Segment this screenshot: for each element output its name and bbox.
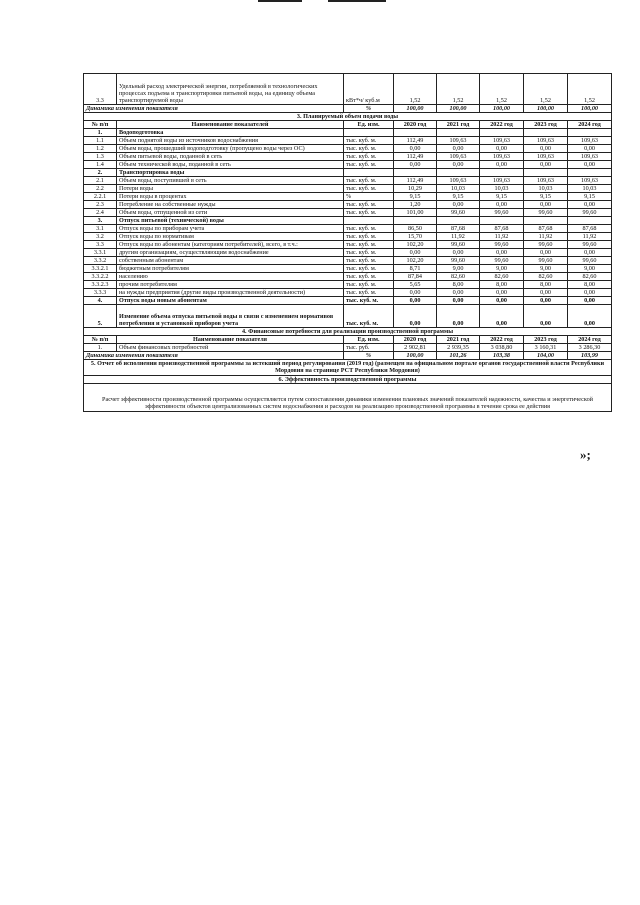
row-value: 0,00 (480, 289, 524, 297)
table-row (84, 249, 612, 257)
scan-header-mark (258, 0, 388, 3)
row-unit: тыс. куб. м. (344, 289, 394, 297)
row-value (524, 169, 568, 177)
dynamics-unit: % (344, 105, 394, 113)
row-value (394, 129, 437, 137)
table-row (84, 145, 612, 153)
row-value: 0,00 (437, 201, 480, 209)
table-row (84, 344, 612, 352)
row-value: 101,00 (394, 209, 437, 217)
row-unit: тыс. куб. м. (344, 201, 394, 209)
row-name: Изменение объема отпуска питьевой воды в связи с изменением нормативов потребления и установкой приборов учета (117, 305, 344, 328)
row-value: 0,00 (394, 161, 437, 169)
table-row (84, 177, 612, 185)
row-name: Потребление на собственные нужды (117, 201, 344, 209)
row-value: 0,00 (568, 289, 612, 297)
row-name: Объем воды, отпущенной из сети (117, 209, 344, 217)
row-number: 3. (84, 217, 117, 225)
table-row (84, 169, 612, 177)
document-body (83, 73, 611, 412)
table-row (84, 265, 612, 273)
row-number: 3.2 (84, 233, 117, 241)
row-name: бюджетным потребителям (117, 265, 344, 273)
row-unit: тыс. куб. м. (344, 185, 394, 193)
row-value: 0,00 (568, 201, 612, 209)
row-value: 1,52 (524, 74, 568, 105)
row-value: 87,68 (524, 225, 568, 233)
row-name: Объем финансовых потребностей (117, 344, 344, 352)
column-header: 2022 год (480, 121, 524, 129)
row-value: 9,00 (437, 265, 480, 273)
row-value: 99,60 (568, 209, 612, 217)
header-mark-bar (328, 0, 386, 2)
row-unit (344, 169, 394, 177)
row-value (568, 217, 612, 225)
table-row (84, 193, 612, 201)
row-value: 8,00 (524, 281, 568, 289)
row-value: 0,00 (480, 297, 524, 305)
column-header: Ед. изм. (344, 336, 394, 344)
row-value: 99,60 (568, 257, 612, 265)
table-row (84, 137, 612, 145)
dynamics-label: Динамика изменения показателя (84, 105, 344, 113)
row-value: 9,15 (524, 193, 568, 201)
row-value: 10,03 (480, 185, 524, 193)
efficiency-note-text: Расчет эффективности производственной программы осуществляется путем сопоставления динамики изменения плановых значений показателей надежности, качества и энергетической эффективности объектов централизованных систем водоснабжения и расходов на реализацию производственной программы в течение срока ее действия (84, 384, 612, 412)
row-value: 99,60 (437, 241, 480, 249)
column-header: № п/п (84, 121, 117, 129)
row-value: 11,92 (480, 233, 524, 241)
row-unit: тыс. куб. м. (344, 233, 394, 241)
row-value (568, 169, 612, 177)
row-unit: тыс. куб. м. (344, 161, 394, 169)
report-note-text: 5. Отчет об исполнении производственной программы за истекший период регулирования (2019 год) (размещен на официальном портале органов государственной власти Республики Мордовия на странице РСТ Республики Мордовия) (84, 360, 612, 376)
section-title: 6. Эффективность производственной программы (84, 376, 612, 384)
row-number: 2.2 (84, 185, 117, 193)
row-value: 0,00 (394, 145, 437, 153)
row-value (524, 217, 568, 225)
row-value: 109,63 (568, 177, 612, 185)
table-row (84, 153, 612, 161)
table-row (84, 281, 612, 289)
row-value: 102,20 (394, 257, 437, 265)
dynamics-value: 100,00 (394, 352, 437, 360)
row-value (394, 169, 437, 177)
row-value: 1,52 (480, 74, 524, 105)
row-value: 109,63 (480, 153, 524, 161)
row-unit: кВт*ч/ куб.м (344, 74, 394, 105)
row-name: Объем воды, прошедший водоподготовку (пропущено воды через ОС) (117, 145, 344, 153)
dynamics-label: Динамика изменения показателя (84, 352, 344, 360)
row-unit: тыс. куб. м. (344, 281, 394, 289)
row-value: 0,00 (437, 145, 480, 153)
row-value: 0,00 (524, 249, 568, 257)
row-value: 2 939,35 (437, 344, 480, 352)
row-value (394, 217, 437, 225)
row-value: 0,00 (568, 145, 612, 153)
column-header: 2021 год (437, 336, 480, 344)
row-value: 112,49 (394, 177, 437, 185)
dynamics-value: 103,99 (568, 352, 612, 360)
dynamics-value: 100,00 (437, 105, 480, 113)
row-value: 0,00 (437, 161, 480, 169)
row-name: на нужды предприятия (другие виды производственной деятельности) (117, 289, 344, 297)
row-value: 0,00 (524, 305, 568, 328)
row-number: 3.3.2.1 (84, 265, 117, 273)
column-header: 2023 год (524, 336, 568, 344)
table-row (84, 185, 612, 193)
row-value: 0,00 (524, 297, 568, 305)
column-header: 2024 год (568, 336, 612, 344)
row-value: 11,92 (568, 233, 612, 241)
section-title-row (84, 113, 612, 121)
row-unit: % (344, 193, 394, 201)
column-header: 2023 год (524, 121, 568, 129)
row-name: Объем технической воды, поданной в сеть (117, 161, 344, 169)
row-value: 109,63 (568, 137, 612, 145)
table-row (84, 233, 612, 241)
row-name: Объем поднятой воды из источников водоснабжения (117, 137, 344, 145)
dynamics-value: 100,00 (568, 105, 612, 113)
table-row (84, 161, 612, 169)
row-value (437, 217, 480, 225)
row-value: 109,63 (524, 137, 568, 145)
row-value: 99,60 (568, 241, 612, 249)
row-value: 1,52 (394, 74, 437, 105)
table-row (84, 225, 612, 233)
closing-quote-mark: »; (580, 447, 591, 462)
row-value (437, 129, 480, 137)
row-name: Отпуск воды новым абонентам (117, 297, 344, 305)
row-value: 11,92 (524, 233, 568, 241)
row-number: 1.4 (84, 161, 117, 169)
row-value: 10,29 (394, 185, 437, 193)
row-number: 1.2 (84, 145, 117, 153)
row-name: Отпуск питьевой (технической) воды (117, 217, 344, 225)
table-row (84, 297, 612, 305)
row-name: Транспортировка воды (117, 169, 344, 177)
row-value: 11,92 (437, 233, 480, 241)
row-unit: тыс. куб. м. (344, 297, 394, 305)
column-header: 2020 год (394, 336, 437, 344)
row-number: 3.3.2.3 (84, 281, 117, 289)
row-value: 9,15 (394, 193, 437, 201)
row-value (524, 129, 568, 137)
row-number: 3.3.3 (84, 289, 117, 297)
row-name: Удельный расход электрической энергии, потребляемой в технологических процессах подъема и транспортировки питьевой воды, на единицу объема транспортируемой воды (117, 74, 344, 105)
report-note-row (84, 360, 612, 376)
row-name: населению (117, 273, 344, 281)
row-unit: тыс. куб. м. (344, 249, 394, 257)
row-value: 2 902,81 (394, 344, 437, 352)
row-number: 3.3.2 (84, 257, 117, 265)
row-value: 99,60 (480, 257, 524, 265)
row-value: 109,63 (480, 137, 524, 145)
row-value: 99,60 (524, 241, 568, 249)
row-value: 10,03 (568, 185, 612, 193)
row-value: 82,60 (568, 273, 612, 281)
row-number: 2.2.1 (84, 193, 117, 201)
column-header: 2020 год (394, 121, 437, 129)
column-header: Ед. изм. (344, 121, 394, 129)
dynamics-row (84, 352, 612, 360)
table-row (84, 273, 612, 281)
row-name: Отпуск воды по абонентам (категориям потребителей), всего, в т.ч.: (117, 241, 344, 249)
row-value: 99,60 (437, 209, 480, 217)
row-value: 8,00 (437, 281, 480, 289)
dynamics-value: 104,00 (524, 352, 568, 360)
row-value: 109,63 (437, 137, 480, 145)
row-value: 10,03 (437, 185, 480, 193)
row-value: 10,03 (524, 185, 568, 193)
row-name: другим организациям, осуществляющим водоснабжение (117, 249, 344, 257)
row-name: Водоподготовка (117, 129, 344, 137)
row-value: 9,00 (524, 265, 568, 273)
row-value: 0,00 (394, 249, 437, 257)
row-number: 3.3.1 (84, 249, 117, 257)
row-unit: тыс. куб. м. (344, 209, 394, 217)
row-value: 0,00 (568, 161, 612, 169)
row-value: 5,65 (394, 281, 437, 289)
row-unit: тыс. куб. м. (344, 145, 394, 153)
row-value: 15,70 (394, 233, 437, 241)
dynamics-row (84, 105, 612, 113)
row-unit: тыс. куб. м. (344, 137, 394, 145)
row-unit: тыс. куб. м. (344, 241, 394, 249)
row-unit (344, 129, 394, 137)
row-name: Отпуск воды по нормативам (117, 233, 344, 241)
row-number: 5. (84, 305, 117, 328)
row-number: 3.3.2.2 (84, 273, 117, 281)
row-number: 1.3 (84, 153, 117, 161)
efficiency-note-row (84, 384, 612, 412)
table-row (84, 209, 612, 217)
table-body (84, 74, 612, 412)
row-value: 87,84 (394, 273, 437, 281)
row-value: 3 038,80 (480, 344, 524, 352)
row-number: 3.3 (84, 241, 117, 249)
row-number: 1. (84, 129, 117, 137)
row-unit: тыс. куб. м. (344, 225, 394, 233)
row-value: 0,00 (437, 305, 480, 328)
row-value: 109,63 (437, 177, 480, 185)
row-value: 0,00 (568, 249, 612, 257)
table-row (84, 217, 612, 225)
row-number: 4. (84, 297, 117, 305)
table-header-row (84, 121, 612, 129)
row-value: 0,00 (524, 161, 568, 169)
row-value: 109,63 (437, 153, 480, 161)
row-unit: тыс. куб. м. (344, 257, 394, 265)
row-name: Отпуск воды по приборам учета (117, 225, 344, 233)
table-row (84, 129, 612, 137)
row-value: 8,71 (394, 265, 437, 273)
row-value: 9,00 (480, 265, 524, 273)
column-header: 2021 год (437, 121, 480, 129)
column-header: 2022 год (480, 336, 524, 344)
row-value: 82,60 (437, 273, 480, 281)
row-unit: тыс. куб. м. (344, 177, 394, 185)
row-name: собственным абонентам (117, 257, 344, 265)
row-value: 0,00 (480, 249, 524, 257)
row-value: 102,20 (394, 241, 437, 249)
row-value: 0,00 (524, 289, 568, 297)
row-name: Потери воды (117, 185, 344, 193)
row-unit: тыс. куб. м. (344, 273, 394, 281)
row-name: Объем питьевой воды, поданной в сеть (117, 153, 344, 161)
table-row (84, 305, 612, 328)
row-value: 9,15 (568, 193, 612, 201)
row-value (480, 129, 524, 137)
header-mark-bar (258, 0, 302, 2)
row-value: 1,20 (394, 201, 437, 209)
row-value: 0,00 (480, 305, 524, 328)
row-name: Объем воды, поступившей в сеть (117, 177, 344, 185)
section-title-row (84, 376, 612, 384)
row-name: Потери воды в процентах (117, 193, 344, 201)
row-value: 86,50 (394, 225, 437, 233)
row-value: 9,15 (480, 193, 524, 201)
row-value: 1,52 (437, 74, 480, 105)
table-row (84, 289, 612, 297)
row-value: 0,00 (480, 145, 524, 153)
row-value: 99,60 (480, 209, 524, 217)
column-header: 2024 год (568, 121, 612, 129)
row-value: 9,00 (568, 265, 612, 273)
row-value: 0,00 (394, 297, 437, 305)
table-header-row (84, 336, 612, 344)
row-number: 2.1 (84, 177, 117, 185)
row-number: 1. (84, 344, 117, 352)
dynamics-value: 103,38 (480, 352, 524, 360)
row-value: 0,00 (480, 201, 524, 209)
column-header: Наименование показателей (117, 121, 344, 129)
row-unit (344, 217, 394, 225)
production-program-table (83, 73, 612, 412)
table-row (84, 201, 612, 209)
row-value: 99,60 (480, 241, 524, 249)
row-value: 109,63 (480, 177, 524, 185)
section-title-row (84, 328, 612, 336)
row-value (437, 169, 480, 177)
row-value: 99,60 (524, 209, 568, 217)
row-value: 99,60 (524, 257, 568, 265)
row-value: 0,00 (568, 297, 612, 305)
row-number: 2.4 (84, 209, 117, 217)
row-value: 1,52 (568, 74, 612, 105)
table-row (84, 241, 612, 249)
row-value: 109,63 (524, 153, 568, 161)
row-value: 82,60 (524, 273, 568, 281)
row-value: 0,00 (394, 305, 437, 328)
section-title: 3. Планируемый объем подачи воды (84, 113, 612, 121)
row-value (480, 217, 524, 225)
row-value: 87,68 (568, 225, 612, 233)
row-number: 3.3 (84, 74, 117, 105)
row-value: 0,00 (437, 297, 480, 305)
row-number: 3.1 (84, 225, 117, 233)
row-unit: тыс. куб. м. (344, 153, 394, 161)
row-value: 109,63 (524, 177, 568, 185)
row-value: 8,00 (568, 281, 612, 289)
row-value: 0,00 (524, 145, 568, 153)
row-value: 82,60 (480, 273, 524, 281)
row-value: 0,00 (480, 161, 524, 169)
row-value: 0,00 (524, 201, 568, 209)
column-header: Наименование показателя (117, 336, 344, 344)
row-value: 87,68 (480, 225, 524, 233)
row-value: 87,68 (437, 225, 480, 233)
section-title: 4. Финансовые потребности для реализации производственной программы (84, 328, 612, 336)
row-number: 2.3 (84, 201, 117, 209)
dynamics-value: 100,00 (394, 105, 437, 113)
row-value: 112,49 (394, 153, 437, 161)
row-number: 2. (84, 169, 117, 177)
table-row (84, 74, 612, 105)
row-value: 109,63 (568, 153, 612, 161)
dynamics-value: 101,26 (437, 352, 480, 360)
dynamics-unit: % (344, 352, 394, 360)
row-value: 0,00 (437, 289, 480, 297)
row-value: 0,00 (437, 249, 480, 257)
row-value (568, 129, 612, 137)
row-name: прочим потребителям (117, 281, 344, 289)
row-unit: тыс. куб. м. (344, 265, 394, 273)
dynamics-value: 100,00 (480, 105, 524, 113)
row-value: 3 286,30 (568, 344, 612, 352)
row-unit: тыс. руб. (344, 344, 394, 352)
dynamics-value: 100,00 (524, 105, 568, 113)
row-value (480, 169, 524, 177)
row-value: 112,49 (394, 137, 437, 145)
row-value: 3 160,31 (524, 344, 568, 352)
row-unit: тыс. куб. м. (344, 305, 394, 328)
table-row (84, 257, 612, 265)
row-number: 1.1 (84, 137, 117, 145)
row-value: 8,00 (480, 281, 524, 289)
row-value: 99,60 (437, 257, 480, 265)
column-header: № п/п (84, 336, 117, 344)
row-value: 0,00 (568, 305, 612, 328)
row-value: 0,00 (394, 289, 437, 297)
row-value: 9,15 (437, 193, 480, 201)
